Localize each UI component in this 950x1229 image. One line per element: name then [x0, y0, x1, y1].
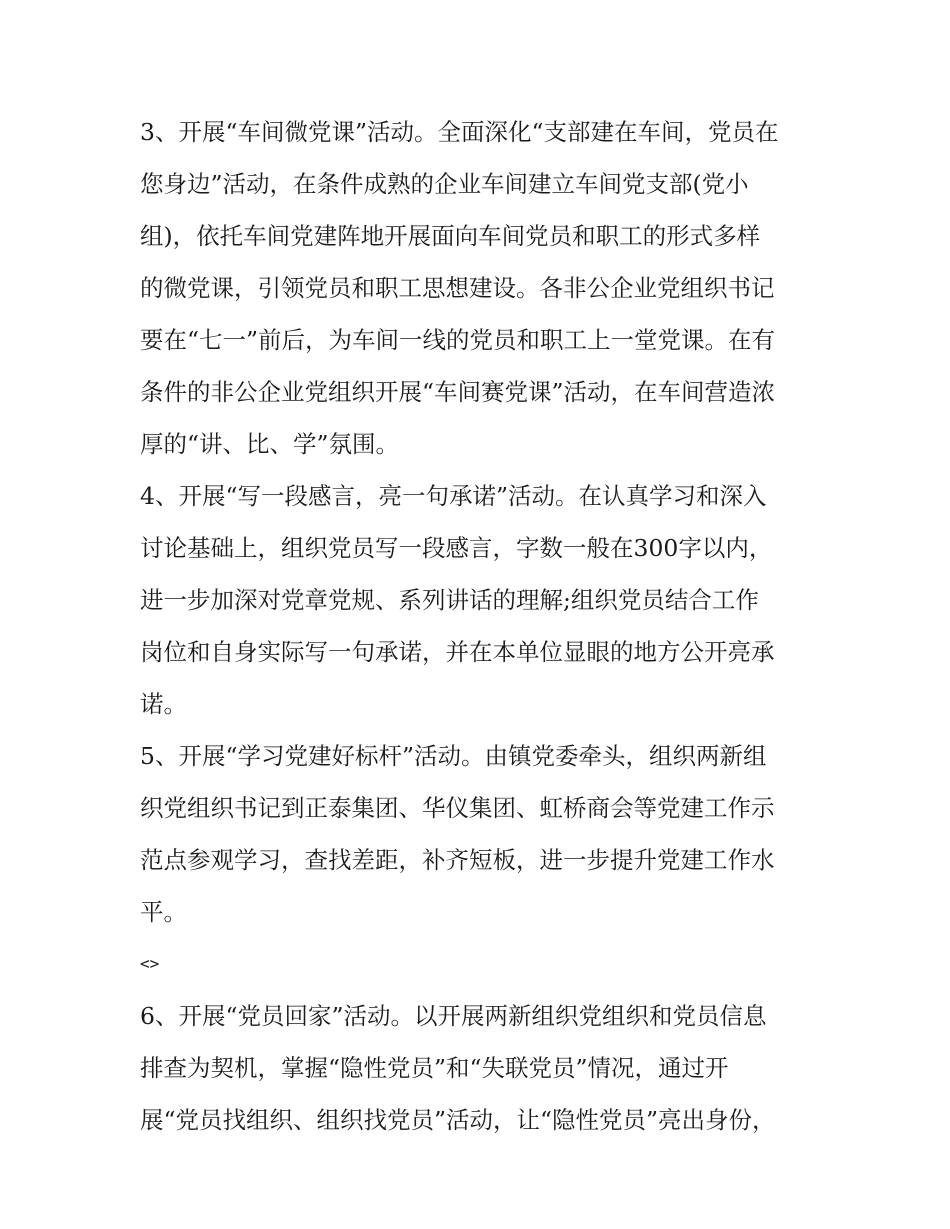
body-text [140, 106, 820, 1146]
text-line: 6、开展“党员回家”活动。以开展两新组织党组织和党员信息 [140, 1002, 767, 1030]
text-line: 您身边”活动，在条件成熟的企业车间建立车间党支部(党小 [140, 170, 749, 198]
text-line: 进一步加深对党章党规、系列讲话的理解;组织党员结合工作 [140, 586, 759, 614]
text-line: 平。 [140, 898, 187, 926]
text-line: 5、开展“学习党建好标杆”活动。由镇党委牵头，组织两新组 [140, 742, 767, 770]
placeholder-marker: <> [140, 954, 160, 973]
text-line: 4、开展“写一段感言，亮一句承诺”活动。在认真学习和深入 [140, 482, 767, 510]
text-line: 3、开展“车间微党课”活动。全面深化“支部建在车间，党员在 [140, 118, 779, 146]
text-line: 诺。 [140, 690, 187, 718]
text-line: 岗位和自身实际写一句承诺，并在本单位显眼的地方公开亮承 [140, 638, 775, 666]
text-line: 的微党课，引领党员和职工思想建设。各非公企业党组织书记 [140, 274, 775, 302]
text-line: 讨论基础上，组织党员写一段感言，字数一般在300字以内， [140, 534, 773, 562]
text-line: 排查为契机，掌握“隐性党员”和“失联党员”情况，通过开 [140, 1054, 729, 1082]
text-line: 织党组织书记到正泰集团、华仪集团、虹桥商会等党建工作示 [140, 794, 775, 822]
text-line: 展“党员找组织、组织找党员”活动，让“隐性党员”亮出身份， [140, 1106, 776, 1134]
text-line: 范点参观学习，查找差距，补齐短板，进一步提升党建工作水 [140, 846, 775, 874]
text-line: 条件的非公企业党组织开展“车间赛党课”活动，在车间营造浓 [140, 378, 776, 406]
text-line: 厚的“讲、比、学”氛围。 [140, 430, 400, 458]
text-line: 组)，依托车间党建阵地开展面向车间党员和职工的形式多样 [140, 222, 761, 250]
text-line: 要在“七一”前后，为车间一线的党员和职工上一堂党课。在有 [140, 326, 776, 354]
